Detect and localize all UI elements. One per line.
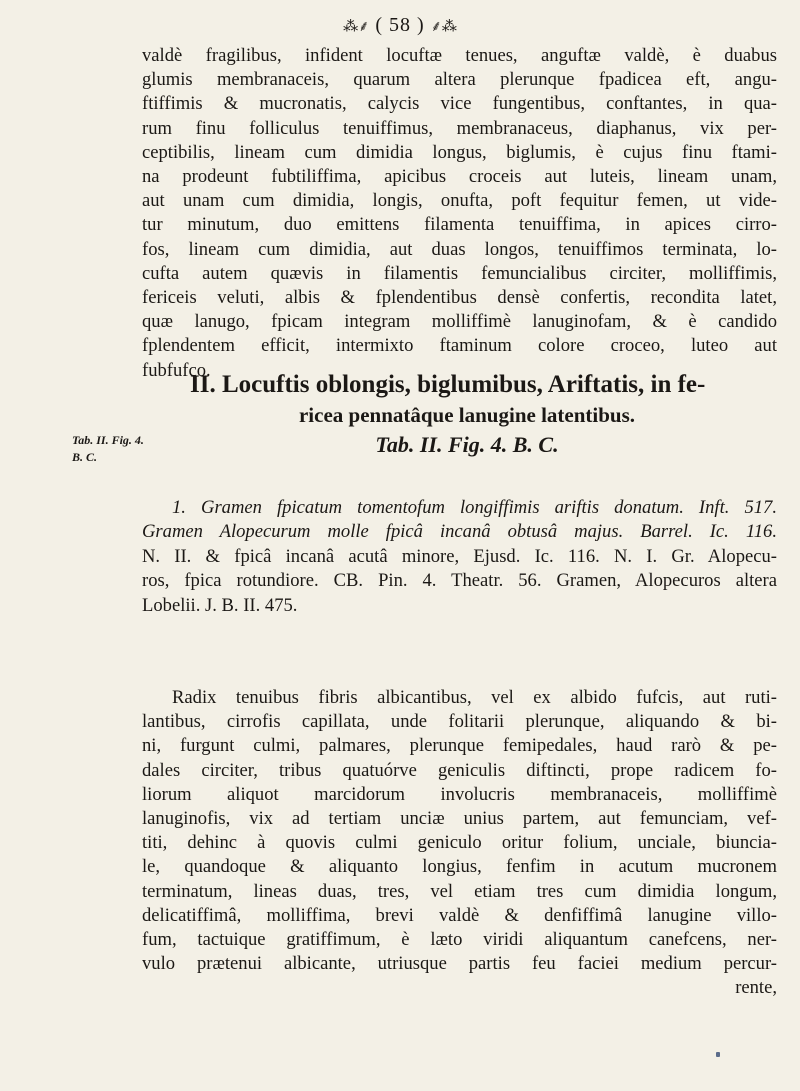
page-header	[0, 14, 800, 37]
text-line: ftiffimis & mucronatis, calycis vice fungentibus, conftantes, in qua-	[142, 93, 777, 115]
text-line: tur minutum, duo emittens filamenta tenuiffima, in apices cirro-	[142, 214, 777, 236]
ink-mark	[716, 1052, 720, 1057]
text-line: le, quandoque & aliquanto longius, fenfim in acutum mucronem	[142, 856, 777, 878]
margin-note-line: Tab. II. Fig. 4.	[72, 433, 144, 447]
catchword: rente,	[735, 977, 777, 999]
synonym-line: ros, fpica rotundiore. CB. Pin. 4. Theatr. 56. Gramen, Alopecuros altera	[142, 570, 777, 592]
margin-note-line: B. C.	[72, 450, 98, 464]
synonym-line: Lobelii. J. B. II. 475.	[142, 594, 298, 616]
text-line: fericeis veluti, albis & fplendentibus densè confertis, recondita latet,	[142, 287, 777, 309]
heading-line: ricea pennatâque lanugine latentibus.	[298, 403, 636, 427]
ornament-right-icon: ⸙⁂	[430, 19, 457, 35]
text-line: ceptibilis, lineam cum dimidia longus, biglumis, è cujus finu ftami-	[142, 141, 777, 163]
text-line: fum, tactuique gratiffimum, è læto viridi aliquantum canefcens, ner-	[142, 929, 777, 951]
text-line: na prodeunt fubtiliffima, apicibus croceis aut luteis, lineam unam,	[142, 166, 777, 188]
text-line: lantibus, cirrofis capillata, unde folitarii plerunque, aliquando & bi-	[142, 711, 777, 733]
synonymy-block	[142, 496, 777, 618]
text-line: quæ lanugo, fpicam integram molliffimè lanuginofam, & è candido	[142, 311, 777, 333]
text-line: liorum aliquot marcidorum involucris membranaceis, molliffimè	[142, 783, 777, 805]
text-line: fubfufco.	[142, 359, 211, 381]
text-line: glumis membranaceis, quarum altera plerunque fpadicea eft, angu-	[142, 69, 777, 91]
section-heading	[142, 370, 792, 460]
text-line: terminatum, lineas duas, tres, vel etiam tres cum dimidia longum,	[142, 880, 777, 902]
text-line: ni, furgunt culmi, palmares, plerunque femipedales, haud rarò & pe-	[142, 735, 777, 757]
text-line: valdè fragilibus, infident locuftæ tenues, anguftæ valdè, è duabus	[142, 45, 777, 66]
figure-reference: Tab. II. Fig. 4. B. C.	[375, 432, 559, 457]
synonym-line: N. II. & fpicâ incanâ acutâ minore, Ejusd. Ic. 116. N. I. Gr. Alopecu-	[142, 545, 777, 567]
text-line: fos, lineam cum dimidia, aut duas longos, tenuiffimos terminata, lo-	[142, 238, 777, 260]
intro-paragraph	[142, 44, 777, 383]
text-line: cufta autem quævis in filamentis femuncialibus circiter, molliffimis,	[142, 262, 777, 284]
synonym-line: 1. Gramen fpicatum tomentofum longiffimis ariftis donatum. Inft. 517.	[172, 497, 777, 518]
page-number: ( 58 )	[375, 14, 425, 36]
text-line: lanuginofis, vix ad tertiam unciæ unius partem, aut femunciam, vef-	[142, 808, 777, 830]
heading-line: II. Locuftis oblongis, biglumibus, Ariftatis, in fe-	[190, 371, 706, 398]
margin-note	[72, 432, 144, 466]
text-line: aut unam cum dimidia, longis, onufta, poft fequitur femen, ut vide-	[142, 190, 777, 212]
ornament-left-icon: ⁂⸙	[343, 19, 370, 35]
text-line: Radix tenuibus fibris albicantibus, vel ex albido fufcis, aut ruti-	[172, 687, 777, 708]
synonym-line: Gramen Alopecurum molle fpicâ incanâ obtusâ majus. Barrel. Ic. 116.	[142, 521, 777, 543]
text-line: delicatiffimâ, molliffima, brevi valdè & denfiffimâ lanugine villo-	[142, 904, 777, 926]
text-line: titi, dehinc à quovis culmi geniculo oritur folium, unciale, biuncia-	[142, 832, 777, 854]
text-line: vulo prætenui albicante, utriusque partis feu faciei medium percur-	[142, 953, 777, 975]
description-paragraph	[142, 686, 777, 1001]
text-line: rum finu folliculus tenuiffimus, membranaceus, diaphanus, vix per-	[142, 117, 777, 139]
text-line: dales circiter, tribus quatuórve geniculis diftincti, prope radicem fo-	[142, 759, 777, 781]
text-line: fplendentem efficit, intermixto ftaminum colore croceo, luteo aut	[142, 335, 777, 357]
